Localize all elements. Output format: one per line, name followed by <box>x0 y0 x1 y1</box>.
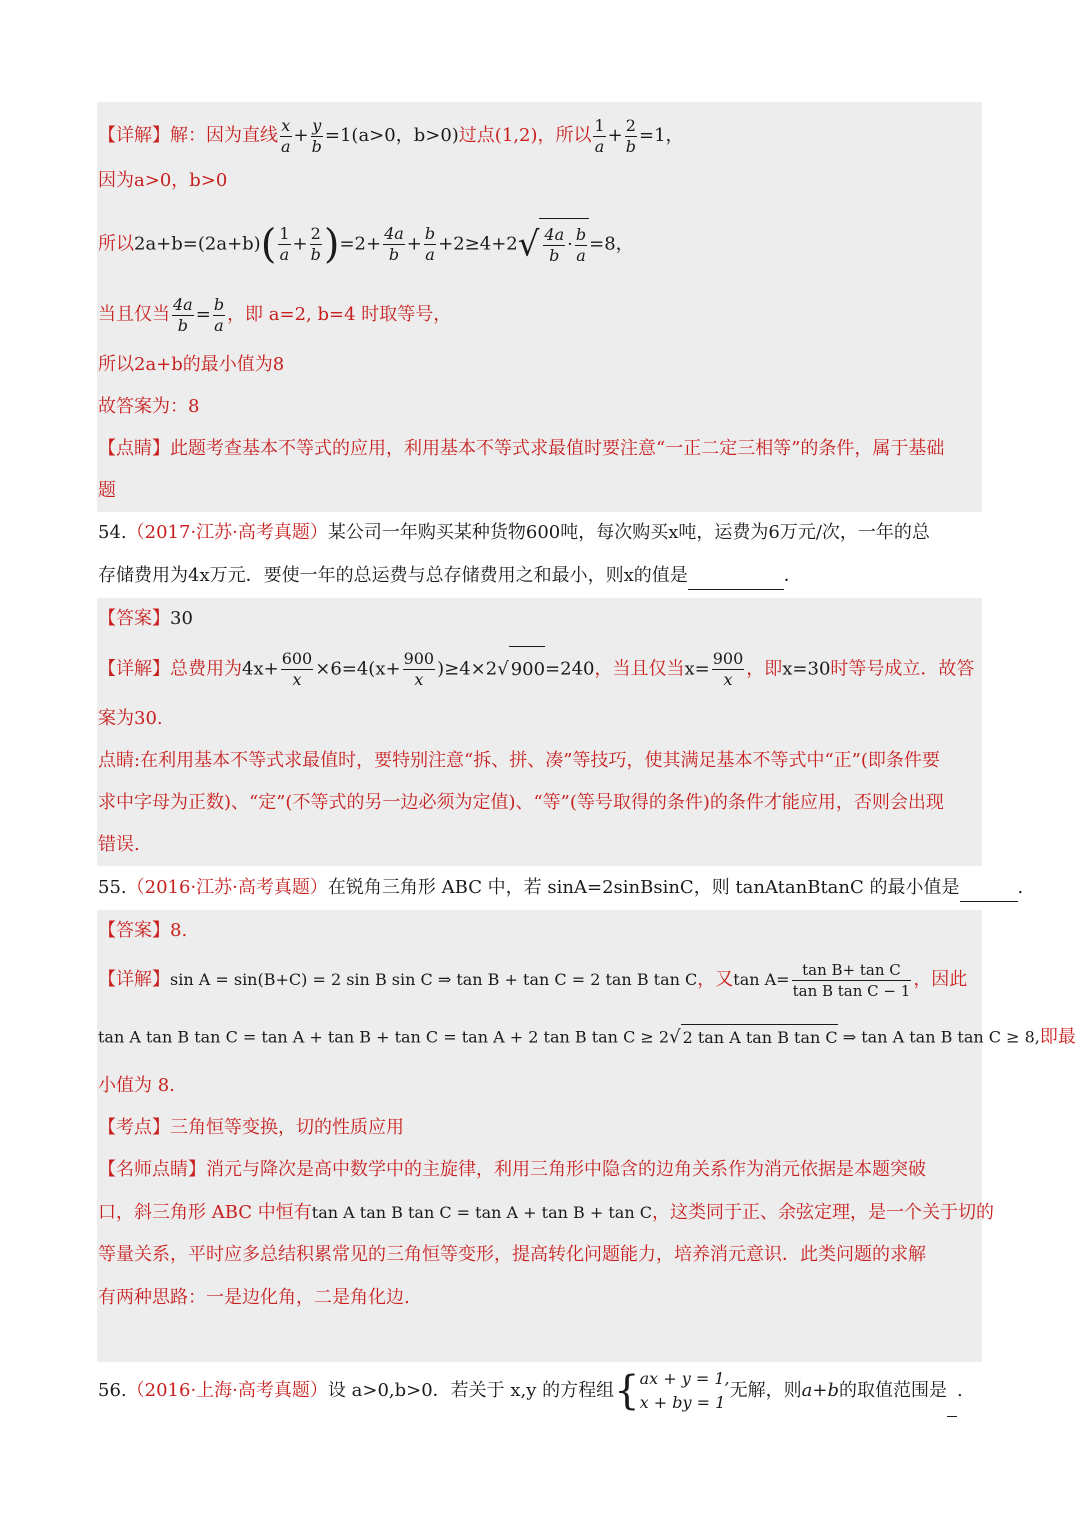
fraction-2-over-b: $\frac{2}{b}$ <box>625 115 636 156</box>
question-54-note-line-1: 点睛:在利用基本不等式求最值时，要特别注意“拆、拼、凑”等技巧，使其满足基本不等式中“正”(即条件要 <box>98 750 940 771</box>
solution-54-background <box>97 598 982 866</box>
question-54-line-1: 54.（2017·江苏·高考真题）某公司一年购买某种货物600吨，每次购买x吨，运费为6万元/次，一年的总 <box>98 522 930 543</box>
question-number: 54. <box>98 522 127 543</box>
question-source: （2016·上海·高考真题） <box>126 1380 328 1401</box>
question-source: （2017·江苏·高考真题） <box>126 522 328 543</box>
question-54-line-2: 存储费用为4x万元．要使一年的总运费与总存储费用之和最小，则x的值是 ． <box>98 563 982 590</box>
question-54-detail-line-2: 案为30. <box>98 708 163 729</box>
question-55-master-line-2: 口，斜三角形 ABC 中恒有tan A tan B tan C = tan A + tan B + tan C，这类同于正、余弦定理，是一个关于切的 <box>98 1202 994 1223</box>
question-55-line-1: 55.（2016·江苏·高考真题）在锐角三角形 ABC 中，若 sinA=2sinBsinC，则 tanAtanBtanC 的最小值是 . <box>98 875 982 902</box>
question-54-note-line-2: 求中字母为正数)、“定”(不等式的另一边必须为定值)、“等”(等号取得的条件)的条件才能应用，否则会出现 <box>98 792 944 813</box>
question-54-detail-line-1: 【详解】总费用为4x+ $\frac{600}{x}$ ×6=4(x+ $\frac{900}{x}$ )≥4×2√ 900=240，当且仅当x= $\frac{900}{x}$ ，即x=30时等号成立．故答 <box>98 646 982 692</box>
answer-blank[interactable] <box>947 1366 957 1417</box>
fraction-y-over-b: $\frac{y}{b}$ <box>311 115 322 156</box>
question-54-answer: 【答案】30 <box>98 608 193 629</box>
question-number: 56. <box>98 1380 127 1401</box>
question-55-master-line-3: 等量关系，平时应多总结积累常见的三角恒等变形，提高转化问题能力，培养消元意识．此类问题的求解 <box>98 1244 926 1265</box>
question-number: 55. <box>98 877 127 898</box>
question-56-line-1: 56.（2016·上海·高考真题）设 a>0,b>0．若关于 x,y 的方程组{ ax + y = 1, x + by = 1 无解，则a+b的取值范围是 . <box>98 1366 982 1416</box>
question-55-detail-line-2: tan A tan B tan C = tan A + tan B + tan C = tan A + 2 tan B tan C ≥ 2√ 2 tan A tan B tan C ⇒ tan A tan B tan C ≥ 8,即最 <box>98 1024 982 1051</box>
solution-53-min-value: 所以2a+b的最小值为8 <box>98 354 285 375</box>
fraction-x-over-a: $\frac{x}{a}$ <box>281 115 291 156</box>
equation-system: ax + y = 1, x + by = 1 <box>639 1369 730 1412</box>
solution-53-line-1: 【详解】解：因为直线 $\frac{x}{a}$ + $\frac{y}{b}$ =1(a>0，b>0)过点(1,2)，所以 $\frac{1}{a}$ + $\frac{2}{b}$ =1， <box>98 115 684 156</box>
detail-tag: 【详解】 <box>98 125 170 146</box>
question-55-master-line-1: 【名师点睛】消元与降次是高中数学中的主旋律，利用三角形中隐含的边角关系作为消元依据是本题突破 <box>98 1159 926 1180</box>
question-55-detail-line-1: 【详解】sin A = sin(B+C) = 2 sin B sin C ⇒ tan B + tan C = 2 tan B tan C，又tan A= $\frac{\text{tan B+ tan C}}{\text{tan B tan C − 1}}$ ，因此 <box>98 960 968 1000</box>
solution-53-line-2: 因为a>0，b>0 <box>98 170 228 191</box>
solution-53-line-3: 所以2a+b=(2a+b)( $\frac{1}{a}$ + $\frac{2}{b}$ )=2+ $\frac{4a}{b}$ + $\frac{b}{a}$ +2≥4+2√ $\frac{4a}{b}$ · $\frac{b}{a}$ =8， <box>98 218 982 270</box>
sqrt-expression: $\frac{4a}{b}$ · $\frac{b}{a}$ <box>539 218 589 271</box>
question-55-answer: 【答案】8. <box>98 920 188 941</box>
solution-53-comment-line-1: 【点睛】此题考查基本不等式的应用，利用基本不等式求最值时要注意“一正二定三相等”的条件，属于基础 <box>98 438 945 459</box>
question-55-master-line-4: 有两种思路：一是边化角，二是角化边. <box>98 1287 410 1308</box>
solution-53-comment-line-2: 题 <box>98 480 116 501</box>
solution-53-line-4: 当且仅当 $\frac{4a}{b}$ = $\frac{b}{a}$ ，即 a=2, b=4 时取等号， <box>98 294 452 335</box>
answer-blank[interactable] <box>688 563 784 590</box>
fraction-1-over-a: $\frac{1}{a}$ <box>594 115 605 156</box>
question-55-point: 【考点】三角恒等变换，切的性质应用 <box>98 1117 404 1138</box>
solution-53-answer: 故答案为：8 <box>98 396 200 417</box>
question-source: （2016·江苏·高考真题） <box>126 877 328 898</box>
question-54-note-line-3: 错误. <box>98 834 140 855</box>
answer-blank[interactable] <box>960 875 1018 902</box>
question-55-detail-line-3: 小值为 8. <box>98 1075 175 1096</box>
